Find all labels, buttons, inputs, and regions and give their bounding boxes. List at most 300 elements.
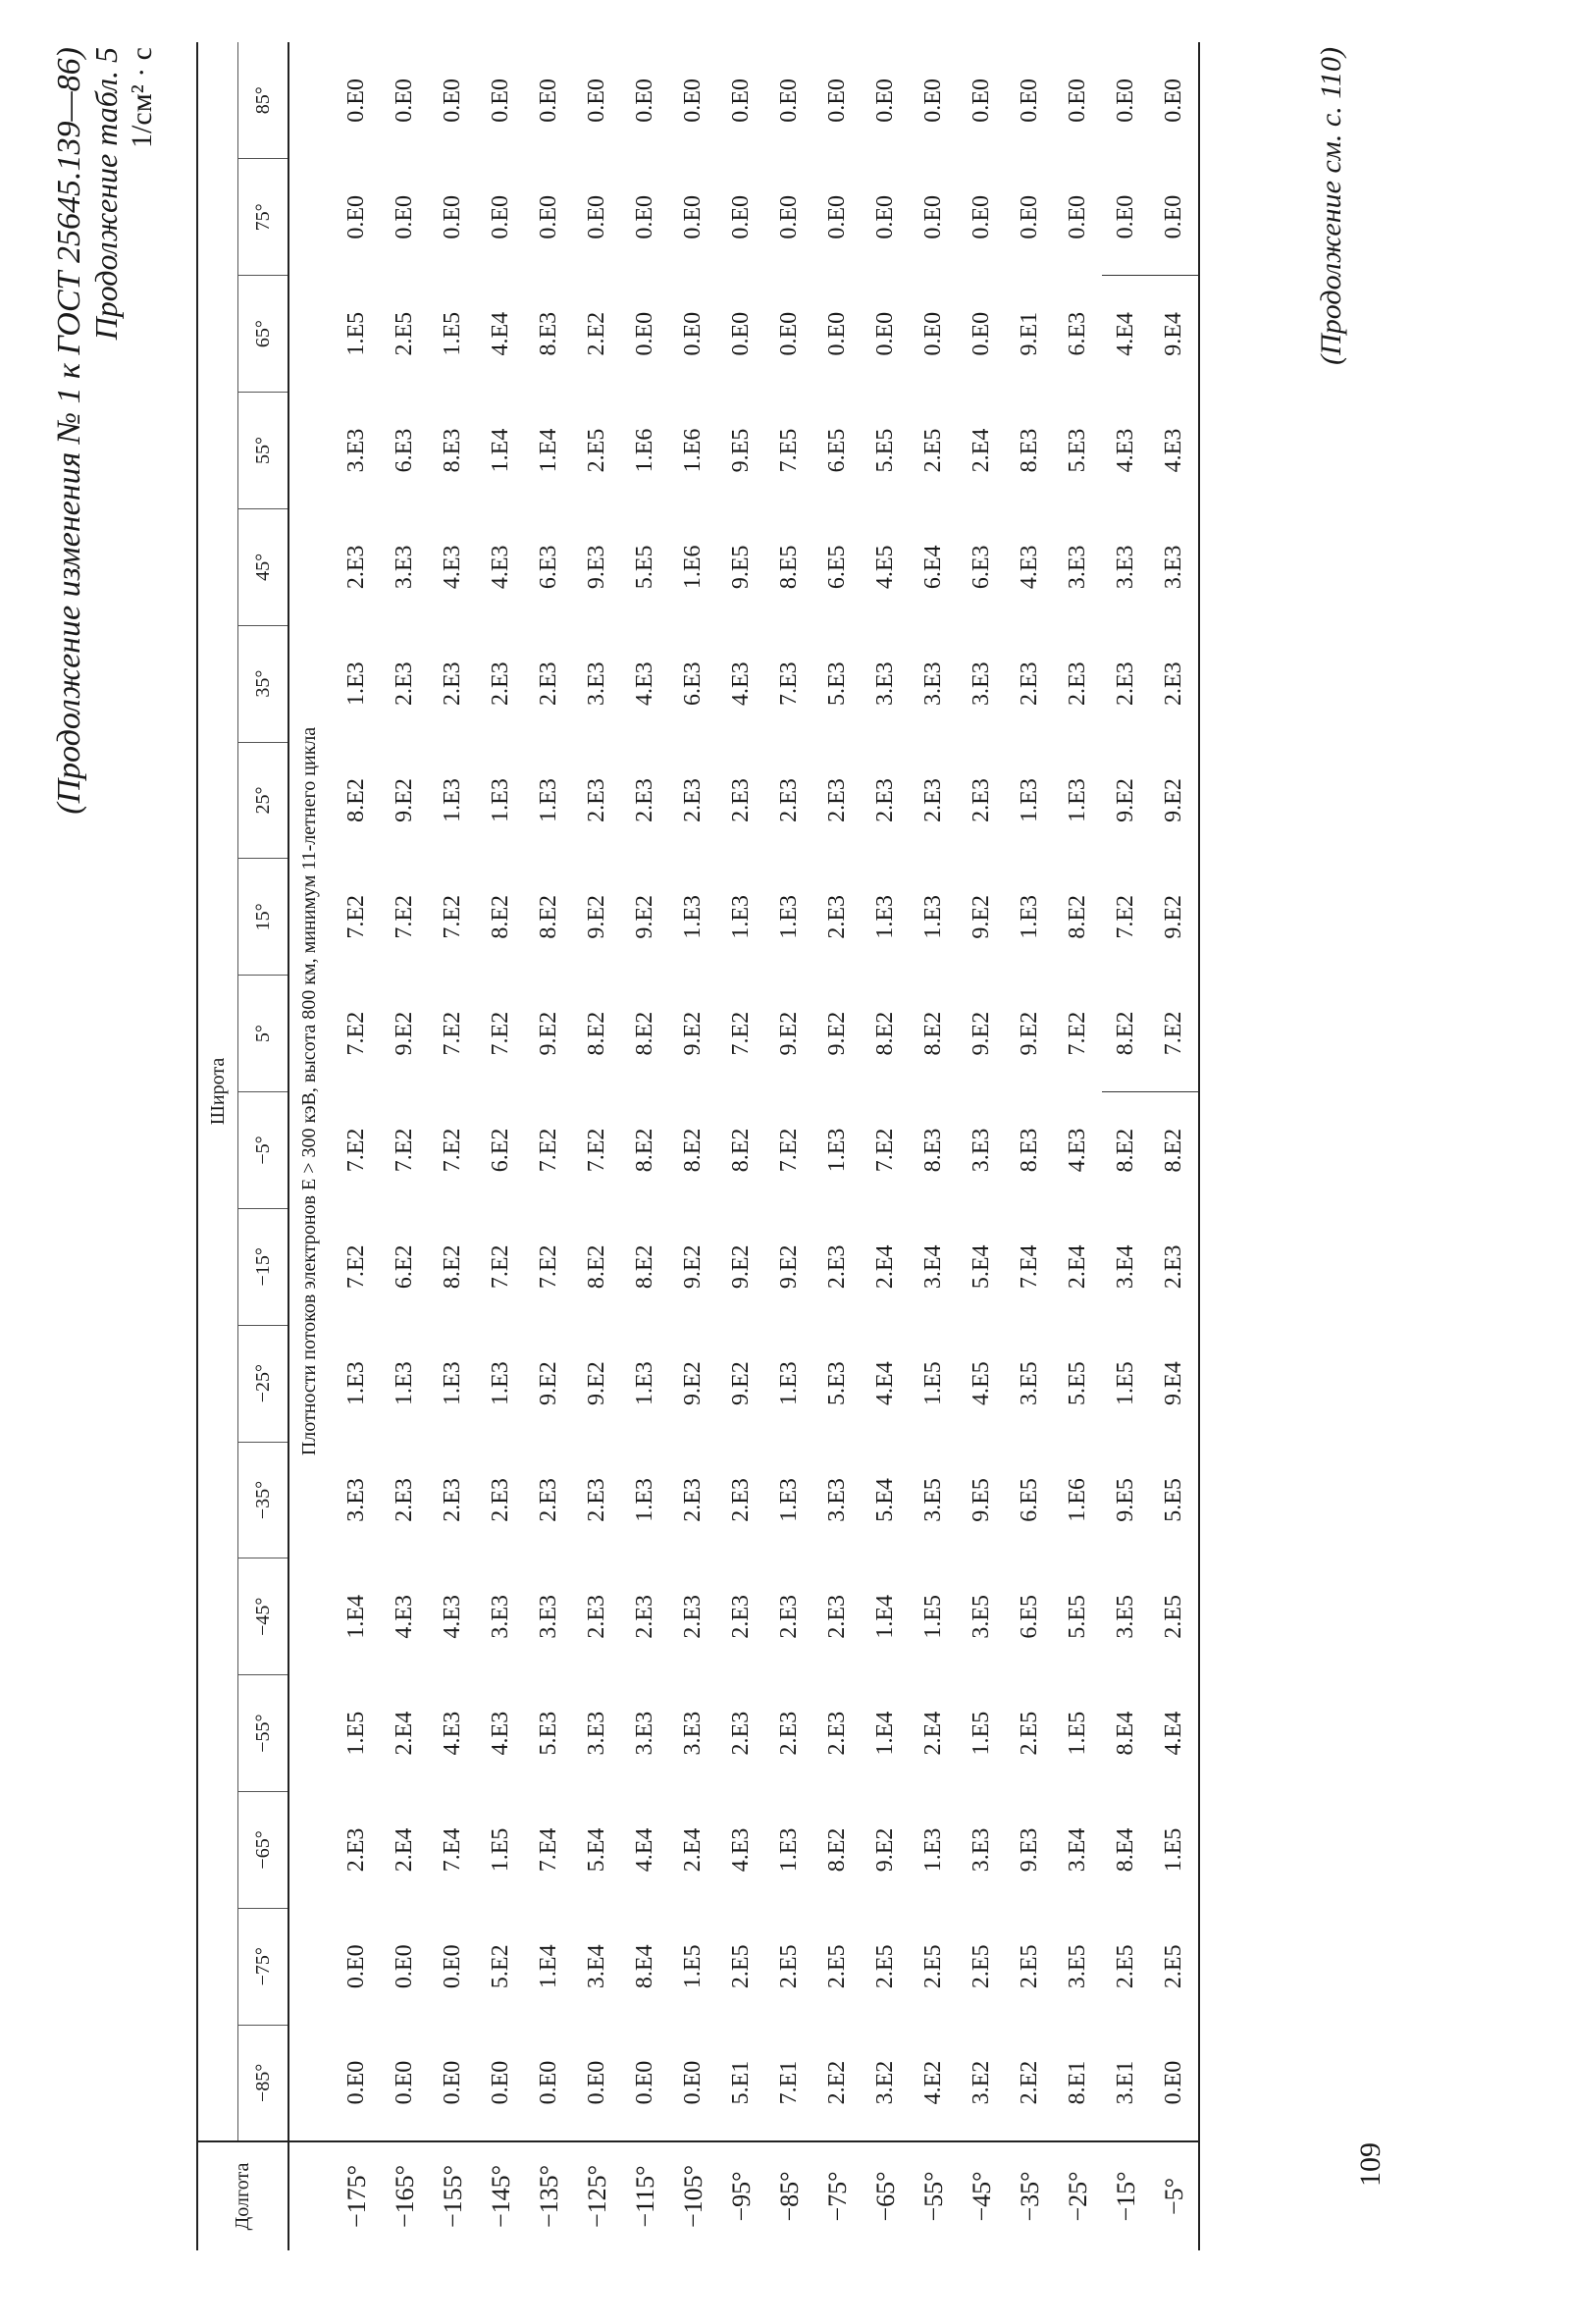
flux-value-cell: 9.E2: [632, 894, 657, 939]
flux-value-cell: 7.E2: [536, 1128, 561, 1173]
table-row: [525, 42, 573, 2250]
flux-value-cell: 0.E0: [584, 79, 609, 123]
longitude-cell: −155°: [429, 2141, 477, 2250]
flux-value-cell: 5.E5: [1150, 1442, 1199, 1558]
flux-value-cell: 0.E0: [536, 2060, 561, 2105]
flux-value-cell: 2.E3: [536, 1478, 561, 1522]
flux-value-cell: 0.E0: [968, 311, 994, 356]
flux-value-cell: 0.E0: [776, 79, 802, 123]
flux-value-cell: 0.E0: [343, 1944, 369, 1989]
flux-value-cell: 4.E3: [440, 1594, 465, 1639]
table-subtitle: Плотности потоков электронов E > 300 кэВ, высота 800 км, минимум 11-летнего цикла: [297, 726, 320, 1456]
flux-value-cell: 8.E3: [1017, 428, 1042, 473]
flux-value-cell: 8.E2: [536, 894, 561, 939]
flux-value-cell: 2.E3: [584, 1478, 609, 1522]
latitude-column-header: 85°: [238, 42, 289, 159]
flux-value-cell: 3.E3: [1150, 508, 1199, 625]
flux-value-cell: 2.E3: [728, 1594, 754, 1639]
flux-value-cell: 2.E3: [343, 545, 369, 590]
flux-value-cell: 3.E1: [1113, 2060, 1138, 2105]
flux-value-cell: 2.E3: [728, 1478, 754, 1522]
flux-value-cell: 6.E3: [392, 428, 417, 473]
flux-value-cell: 3.E3: [488, 1594, 513, 1639]
flux-value-cell: 8.E3: [440, 428, 465, 473]
flux-value-cell: 2.E5: [1017, 1711, 1042, 1756]
flux-value-cell: 9.E2: [1150, 859, 1199, 976]
latitude-column-header: 45°: [238, 508, 289, 625]
latitude-column-header: −55°: [238, 1675, 289, 1792]
flux-value-cell: 2.E4: [872, 1244, 898, 1290]
latitude-column-header: −75°: [238, 1908, 289, 2025]
flux-value-cell: 8.E4: [1113, 1827, 1138, 1873]
flux-value-cell: 9.E4: [1150, 1325, 1199, 1442]
flux-value-cell: 7.E2: [392, 894, 417, 939]
flux-value-cell: 0.E0: [392, 195, 417, 239]
flux-value-cell: 2.E3: [824, 1711, 850, 1756]
flux-value-cell: 8.E2: [584, 1244, 609, 1290]
flux-value-cell: 2.E3: [1113, 661, 1138, 706]
flux-value-cell: 2.E3: [1017, 661, 1042, 706]
flux-value-cell: 2.E5: [776, 1944, 802, 1989]
flux-value-cell: 9.E2: [872, 1827, 898, 1873]
flux-value-cell: 9.E5: [728, 428, 754, 473]
flux-value-cell: 3.E3: [343, 1478, 369, 1522]
flux-value-cell: 0.E0: [488, 195, 513, 239]
flux-value-cell: 6.E3: [680, 661, 706, 706]
latitude-column-header: −15°: [238, 1208, 289, 1325]
flux-value-cell: 2.E3: [728, 778, 754, 822]
longitude-cell: −165°: [381, 2141, 429, 2250]
longitude-cell: −45°: [958, 2141, 1006, 2250]
flux-value-cell: 0.E0: [440, 195, 465, 239]
flux-value-cell: 7.E2: [343, 1011, 369, 1056]
flux-value-cell: 4.E4: [632, 1827, 657, 1873]
flux-value-cell: 2.E4: [392, 1711, 417, 1756]
flux-value-cell: 1.E3: [1065, 778, 1090, 822]
flux-value-cell: 0.E0: [440, 1944, 465, 1989]
flux-value-cell: 0.E0: [632, 195, 657, 239]
flux-value-cell: 6.E5: [1017, 1594, 1042, 1639]
flux-value-cell: 7.E3: [776, 661, 802, 706]
flux-value-cell: 1.E3: [343, 1361, 369, 1405]
flux-value-cell: 1.E5: [920, 1361, 946, 1405]
flux-value-cell: 8.E2: [440, 1244, 465, 1290]
flux-value-cell: 9.E2: [728, 1244, 754, 1290]
flux-value-cell: 1.E3: [920, 894, 946, 939]
flux-value-cell: 9.E2: [536, 1361, 561, 1405]
flux-value-cell: 2.E5: [728, 1944, 754, 1989]
flux-value-cell: 4.E4: [1150, 1675, 1199, 1792]
flux-value-cell: 9.E5: [968, 1478, 994, 1522]
flux-value-cell: 0.E0: [1065, 79, 1090, 123]
flux-value-cell: 8.E2: [632, 1011, 657, 1056]
longitude-cell: −25°: [1054, 2141, 1102, 2250]
flux-value-cell: 7.E2: [392, 1128, 417, 1173]
flux-value-cell: 2.E3: [872, 778, 898, 822]
flux-value-cell: 8.E2: [680, 1128, 706, 1173]
flux-value-cell: 1.E3: [488, 1361, 513, 1405]
flux-value-cell: 0.E0: [872, 195, 898, 239]
flux-value-cell: 5.E5: [872, 428, 898, 473]
flux-value-cell: 0.E0: [392, 2060, 417, 2105]
flux-value-cell: 7.E2: [440, 1128, 465, 1173]
table-row: [329, 42, 381, 2250]
flux-value-cell: 0.E0: [920, 79, 946, 123]
flux-value-cell: 4.E3: [632, 661, 657, 706]
flux-value-cell: 7.E2: [872, 1128, 898, 1173]
flux-value-cell: 4.E2: [920, 2060, 946, 2105]
flux-value-cell: 0.E0: [1017, 195, 1042, 239]
flux-value-cell: 9.E2: [824, 1011, 850, 1056]
flux-value-cell: 9.E2: [776, 1011, 802, 1056]
flux-value-cell: 7.E2: [776, 1128, 802, 1173]
flux-value-cell: 3.E4: [584, 1944, 609, 1989]
flux-value-cell: 1.E3: [824, 1128, 850, 1173]
flux-value-cell: 8.E2: [488, 894, 513, 939]
flux-value-cell: 8.E2: [824, 1827, 850, 1873]
flux-value-cell: 0.E0: [536, 79, 561, 123]
flux-value-cell: 5.E3: [536, 1711, 561, 1756]
flux-value-cell: 2.E3: [392, 661, 417, 706]
flux-value-cell: 4.E3: [1113, 428, 1138, 473]
table-row: [765, 42, 813, 2250]
flux-value-cell: 3.E5: [920, 1478, 946, 1522]
flux-value-cell: 1.E5: [440, 311, 465, 356]
flux-value-cell: 6.E3: [1065, 311, 1090, 356]
flux-value-cell: 1.E4: [872, 1594, 898, 1639]
flux-value-cell: 0.E0: [440, 2060, 465, 2105]
flux-value-cell: 1.E5: [680, 1944, 706, 1989]
flux-value-cell: 0.E0: [824, 79, 850, 123]
flux-value-cell: 5.E3: [1065, 428, 1090, 473]
flux-value-cell: 3.E3: [584, 1711, 609, 1756]
flux-value-cell: 7.E5: [776, 428, 802, 473]
flux-value-cell: 6.E3: [536, 545, 561, 590]
flux-value-cell: 2.E4: [920, 1711, 946, 1756]
longitude-header: Долгота: [197, 2141, 288, 2250]
flux-value-cell: 7.E4: [536, 1827, 561, 1873]
flux-value-cell: 1.E3: [728, 894, 754, 939]
flux-value-cell: 8.E2: [584, 1011, 609, 1056]
flux-value-cell: 5.E4: [968, 1244, 994, 1290]
flux-value-cell: 5.E4: [584, 1827, 609, 1873]
flux-value-cell: 9.E2: [392, 1011, 417, 1056]
flux-value-cell: 0.E0: [632, 311, 657, 356]
flux-value-cell: 8.E3: [536, 311, 561, 356]
flux-value-cell: 7.E2: [728, 1011, 754, 1056]
latitude-column-header: −25°: [238, 1325, 289, 1442]
table-row: [669, 42, 717, 2250]
flux-value-cell: 6.E5: [824, 545, 850, 590]
flux-value-cell: 2.E3: [1065, 661, 1090, 706]
flux-value-cell: 0.E0: [392, 1944, 417, 1989]
header-row-latitude-values: [238, 42, 289, 2250]
flux-value-cell: 6.E2: [392, 1244, 417, 1290]
flux-value-cell: 3.E4: [1113, 1244, 1138, 1290]
flux-value-cell: 3.E2: [872, 2060, 898, 2105]
flux-value-cell: 8.E4: [632, 1944, 657, 1989]
flux-value-cell: 9.E2: [968, 894, 994, 939]
flux-value-cell: 2.E5: [824, 1944, 850, 1989]
flux-value-cell: 0.E0: [440, 79, 465, 123]
flux-value-cell: 2.E3: [776, 778, 802, 822]
flux-value-cell: 2.E3: [776, 1711, 802, 1756]
flux-value-cell: 1.E3: [776, 1827, 802, 1873]
flux-value-cell: 2.E5: [920, 428, 946, 473]
flux-value-cell: 1.E6: [680, 545, 706, 590]
flux-value-cell: 0.E0: [488, 2060, 513, 2105]
flux-value-cell: 1.E5: [343, 311, 369, 356]
flux-value-cell: 3.E3: [680, 1711, 706, 1756]
flux-value-cell: 5.E5: [1065, 1361, 1090, 1405]
table-body: [288, 42, 1199, 2250]
flux-value-cell: 2.E3: [440, 1478, 465, 1522]
flux-value-cell: 0.E0: [920, 311, 946, 356]
flux-value-cell: 4.E3: [440, 545, 465, 590]
flux-value-cell: 2.E3: [824, 894, 850, 939]
flux-value-cell: 6.E3: [968, 545, 994, 590]
flux-value-cell: 2.E5: [392, 311, 417, 356]
flux-value-cell: 0.E0: [776, 195, 802, 239]
flux-value-cell: 4.E3: [488, 1711, 513, 1756]
document-title: (Продолжение изменения № 1 к ГОСТ 25645.139—86): [51, 47, 87, 815]
flux-value-cell: 5.E1: [728, 2060, 754, 2105]
flux-value-cell: 0.E0: [680, 79, 706, 123]
flux-value-cell: 3.E3: [584, 661, 609, 706]
flux-value-cell: 9.E3: [584, 545, 609, 590]
flux-value-cell: 1.E4: [488, 428, 513, 473]
latitude-column-header: −85°: [238, 2025, 289, 2141]
table-row: [717, 42, 765, 2250]
flux-value-cell: 2.E5: [872, 1944, 898, 1989]
flux-value-cell: 2.E3: [968, 778, 994, 822]
flux-value-cell: 2.E3: [824, 1244, 850, 1290]
flux-value-cell: 0.E0: [343, 79, 369, 123]
flux-value-cell: 4.E3: [392, 1594, 417, 1639]
latitude-column-header: 35°: [238, 625, 289, 742]
latitude-column-header: 55°: [238, 393, 289, 509]
flux-value-cell: 2.E2: [824, 2060, 850, 2105]
flux-value-cell: 2.E3: [392, 1478, 417, 1522]
flux-value-cell: 4.E3: [728, 661, 754, 706]
flux-value-cell: 2.E5: [920, 1944, 946, 1989]
flux-value-cell: 4.E3: [728, 1827, 754, 1873]
flux-value-cell: 8.E2: [632, 1128, 657, 1173]
subtitle-row: [288, 42, 329, 2250]
flux-value-cell: 9.E5: [1113, 1478, 1138, 1522]
flux-value-cell: 3.E5: [1017, 1361, 1042, 1405]
flux-value-cell: 2.E3: [343, 1827, 369, 1873]
flux-value-cell: 3.E5: [968, 1594, 994, 1639]
longitude-cell: −75°: [813, 2141, 862, 2250]
flux-value-cell: 0.E0: [392, 79, 417, 123]
flux-value-cell: 2.E3: [632, 778, 657, 822]
flux-value-cell: 9.E5: [728, 545, 754, 590]
flux-value-cell: 1.E4: [536, 1944, 561, 1989]
flux-value-cell: 1.E3: [440, 778, 465, 822]
longitude-cell: −15°: [1102, 2141, 1150, 2250]
flux-value-cell: 9.E2: [584, 1361, 609, 1405]
latitude-column-header: −5°: [238, 1092, 289, 1209]
longitude-cell: −135°: [525, 2141, 573, 2250]
flux-value-cell: 2.E3: [488, 1478, 513, 1522]
flux-value-cell: 0.E0: [584, 2060, 609, 2105]
flux-value-cell: 8.E2: [872, 1011, 898, 1056]
flux-value-cell: 2.E4: [680, 1827, 706, 1873]
latitude-header: Широта: [197, 42, 238, 2141]
flux-value-cell: 3.E5: [1113, 1594, 1138, 1639]
flux-value-cell: 4.E4: [872, 1361, 898, 1405]
table-row: [1102, 42, 1150, 2250]
flux-value-cell: 7.E1: [776, 2060, 802, 2105]
flux-value-cell: 8.E5: [776, 545, 802, 590]
flux-value-cell: 0.E0: [1150, 2025, 1199, 2141]
flux-value-cell: 0.E0: [872, 311, 898, 356]
table-row: [1006, 42, 1054, 2250]
flux-value-cell: 0.E0: [343, 195, 369, 239]
flux-value-cell: 1.E4: [872, 1711, 898, 1756]
flux-value-cell: 7.E2: [440, 894, 465, 939]
flux-value-cell: 0.E0: [680, 311, 706, 356]
flux-value-cell: 1.E3: [920, 1827, 946, 1873]
flux-value-cell: 1.E5: [1065, 1711, 1090, 1756]
flux-value-cell: 8.E2: [1102, 976, 1150, 1092]
flux-value-cell: 7.E4: [440, 1827, 465, 1873]
flux-value-cell: 5.E5: [632, 545, 657, 590]
flux-value-cell: 0.E0: [680, 195, 706, 239]
longitude-cell: −55°: [910, 2141, 958, 2250]
flux-value-cell: 8.E3: [920, 1128, 946, 1173]
flux-value-cell: 2.E3: [440, 661, 465, 706]
flux-value-cell: 3.E3: [968, 661, 994, 706]
flux-value-cell: 7.E2: [343, 1244, 369, 1290]
flux-value-cell: 1.E6: [1065, 1478, 1090, 1522]
flux-value-cell: 0.E0: [824, 195, 850, 239]
flux-value-cell: 3.E3: [343, 428, 369, 473]
flux-value-cell: 3.E3: [1065, 545, 1090, 590]
flux-value-cell: 9.E2: [680, 1244, 706, 1290]
flux-value-cell: 1.E3: [440, 1361, 465, 1405]
flux-value-cell: 0.E0: [1113, 79, 1138, 123]
flux-value-cell: 4.E5: [968, 1361, 994, 1405]
flux-value-cell: 0.E0: [488, 79, 513, 123]
flux-value-cell: 8.E2: [1065, 894, 1090, 939]
flux-value-cell: 7.E2: [1065, 1011, 1090, 1056]
flux-value-cell: 2.E3: [728, 1711, 754, 1756]
flux-value-cell: 5.E5: [1065, 1594, 1090, 1639]
flux-value-cell: 1.E3: [776, 894, 802, 939]
flux-value-cell: 3.E3: [920, 661, 946, 706]
flux-density-table: [196, 42, 1200, 2250]
flux-value-cell: 1.E5: [488, 1827, 513, 1873]
flux-value-cell: 0.E0: [920, 195, 946, 239]
flux-value-cell: 8.E2: [920, 1011, 946, 1056]
flux-value-cell: 3.E4: [1065, 1827, 1090, 1873]
flux-value-cell: 2.E3: [680, 1478, 706, 1522]
longitude-cell: −85°: [765, 2141, 813, 2250]
flux-value-cell: 2.E5: [1150, 1908, 1199, 2025]
flux-value-cell: 4.E3: [1065, 1128, 1090, 1173]
flux-value-cell: 0.E0: [1150, 159, 1199, 276]
flux-value-cell: 1.E6: [632, 428, 657, 473]
flux-value-cell: 0.E0: [536, 195, 561, 239]
table-row: [621, 42, 669, 2250]
flux-value-cell: 2.E3: [680, 1594, 706, 1639]
flux-value-cell: 4.E3: [488, 545, 513, 590]
flux-value-cell: 1.E5: [920, 1594, 946, 1639]
flux-value-cell: 0.E0: [632, 2060, 657, 2105]
flux-value-cell: 9.E2: [968, 1011, 994, 1056]
flux-value-cell: 1.E3: [680, 894, 706, 939]
flux-value-cell: 2.E5: [1113, 1944, 1138, 1989]
flux-value-cell: 1.E3: [776, 1361, 802, 1405]
flux-value-cell: 9.E3: [1017, 1827, 1042, 1873]
flux-value-cell: 2.E2: [584, 311, 609, 356]
flux-value-cell: 9.E2: [776, 1244, 802, 1290]
longitude-cell: −115°: [621, 2141, 669, 2250]
flux-value-cell: 2.E3: [584, 1594, 609, 1639]
table-row: [958, 42, 1006, 2250]
flux-value-cell: 2.E4: [968, 428, 994, 473]
flux-value-cell: 3.E3: [824, 1478, 850, 1522]
flux-value-cell: 4.E3: [440, 1711, 465, 1756]
header-row-latitude: [197, 42, 238, 2250]
flux-value-cell: 7.E2: [488, 1011, 513, 1056]
flux-value-cell: 2.E3: [584, 778, 609, 822]
flux-value-cell: 0.E0: [968, 195, 994, 239]
flux-value-cell: 3.E3: [1113, 545, 1138, 590]
flux-value-cell: 7.E2: [584, 1128, 609, 1173]
flux-value-cell: 8.E2: [728, 1128, 754, 1173]
flux-value-cell: 2.E3: [776, 1594, 802, 1639]
flux-value-cell: 1.E6: [680, 428, 706, 473]
flux-value-cell: 4.E3: [1017, 545, 1042, 590]
flux-value-cell: 1.E3: [1017, 778, 1042, 822]
flux-value-cell: 9.E2: [1113, 778, 1138, 822]
flux-value-cell: 0.E0: [872, 79, 898, 123]
flux-value-cell: 1.E3: [392, 1361, 417, 1405]
flux-value-cell: 0.E0: [680, 2060, 706, 2105]
flux-value-cell: 2.E4: [392, 1827, 417, 1873]
flux-value-cell: 9.E2: [584, 894, 609, 939]
flux-value-cell: 7.E2: [1113, 894, 1138, 939]
unit-label: 1/см² · с: [126, 47, 158, 148]
flux-value-cell: 8.E2: [1113, 1128, 1138, 1173]
flux-value-cell: 1.E5: [343, 1711, 369, 1756]
flux-value-cell: 2.E5: [1017, 1944, 1042, 1989]
flux-value-cell: 0.E0: [1102, 159, 1150, 276]
flux-value-cell: 9.E4: [1150, 276, 1199, 393]
flux-value-cell: 2.E4: [1065, 1244, 1090, 1290]
flux-value-cell: 0.E0: [343, 2060, 369, 2105]
table-row: [573, 42, 621, 2250]
longitude-cell: −125°: [573, 2141, 621, 2250]
table-row: [1150, 42, 1199, 2250]
flux-value-cell: 9.E2: [536, 1011, 561, 1056]
flux-value-cell: 0.E0: [584, 195, 609, 239]
flux-value-cell: 7.E2: [1150, 976, 1199, 1092]
flux-value-cell: 4.E3: [1150, 393, 1199, 509]
flux-value-cell: 4.E5: [872, 545, 898, 590]
flux-value-cell: 3.E4: [920, 1244, 946, 1290]
flux-value-cell: 3.E3: [536, 1594, 561, 1639]
flux-value-cell: 7.E2: [440, 1011, 465, 1056]
flux-value-cell: 2.E3: [632, 1594, 657, 1639]
flux-value-cell: 7.E2: [343, 1128, 369, 1173]
table-row: [429, 42, 477, 2250]
flux-value-cell: 8.E2: [632, 1244, 657, 1290]
flux-value-cell: 1.E3: [872, 894, 898, 939]
